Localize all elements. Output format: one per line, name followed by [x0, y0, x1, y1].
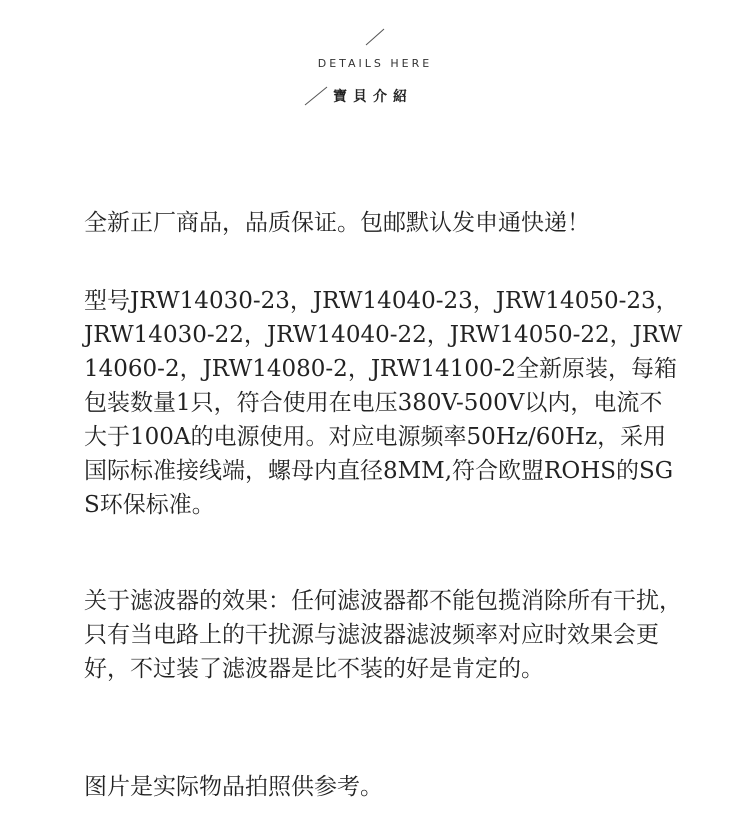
- paragraph-specs: 型号JRW14030-23，JRW14040-23，JRW14050-23，JRW14030-22，JRW14040-22，JRW14050-22，JRW14060-2，JRW14080-2，JRW14100-2全新原装，每箱包装数量1只，符合使用在电压380V-500V以内，电流不大于100A的电源使用。对应电源频率50Hz/60Hz，采用国际标准接线端，螺母内直径8MM,符合欧盟ROHS的SGS环保标准。: [84, 288, 683, 518]
- paragraph-filter-effect: 关于滤波器的效果：任何滤波器都不能包揽消除所有干扰，只有当电路上的干扰源与滤波器滤波频率对应时效果会更好，不过装了滤波器是比不装的好是肯定的。: [84, 588, 682, 682]
- header-chinese-title: 寶貝介紹: [333, 89, 413, 105]
- header-english-title: DETAILS HERE: [317, 57, 433, 70]
- paragraph-guarantee: 全新正厂商品，品质保证。包邮默认发申通快递！: [84, 210, 590, 236]
- slash-decoration-top: [364, 28, 386, 46]
- slash-decoration-bottom: [303, 86, 329, 106]
- details-header: [0, 0, 750, 120]
- paragraph-photo-note: 图片是实际物品拍照供参考。: [84, 774, 383, 800]
